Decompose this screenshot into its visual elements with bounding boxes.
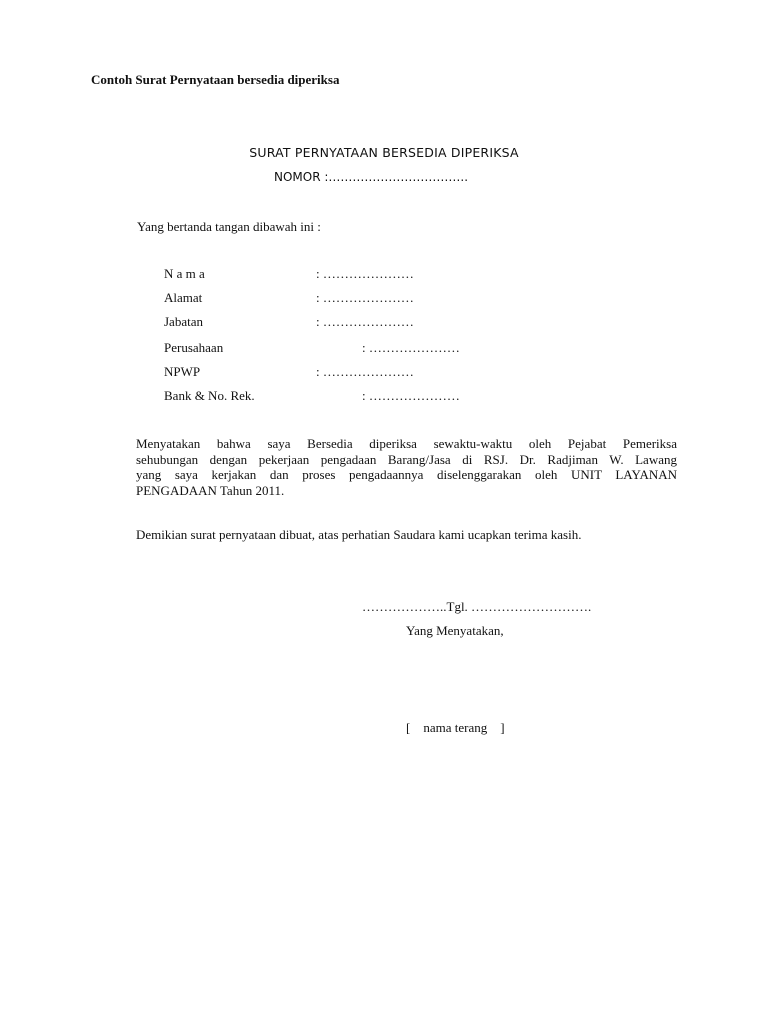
field-value-jabatan: : ………………… bbox=[316, 314, 414, 329]
statement-line: Menyatakan bahwa saya Bersedia diperiksa sewaktu-waktu oleh Pejabat Pemeriksa bbox=[136, 436, 677, 451]
statement-line: yang saya kerjakan dan proses pengadaannya diselenggarakan oleh UNIT LAYANAN bbox=[136, 467, 677, 482]
field-label-bank: Bank & No. Rek. bbox=[164, 388, 255, 403]
field-value-nama: : ………………… bbox=[316, 266, 414, 281]
field-value-alamat: : ………………… bbox=[316, 290, 414, 305]
field-label-jabatan: Jabatan bbox=[164, 314, 203, 329]
field-value-bank: : ………………… bbox=[362, 388, 460, 403]
field-label-alamat: Alamat bbox=[164, 290, 203, 305]
field-value-perusahaan: : ………………… bbox=[362, 340, 460, 355]
intro-text: Yang bertanda tangan dibawah ini : bbox=[137, 219, 321, 234]
field-label-perusahaan: Perusahaan bbox=[164, 340, 224, 355]
field-label-npwp: NPWP bbox=[164, 364, 201, 379]
signer-label: Yang Menyatakan, bbox=[406, 623, 504, 638]
field-label-nama: N a m a bbox=[164, 266, 205, 281]
statement-paragraph bbox=[136, 436, 677, 498]
statement-line: sehubungan dengan pekerjaan pengadaan Barang/Jasa di RSJ. Dr. Radjiman W. Lawang bbox=[136, 451, 677, 467]
letter-number: NOMOR :…………………………….. bbox=[274, 170, 469, 184]
closing-text: Demikian surat pernyataan dibuat, atas perhatian Saudara kami ucapkan terima kasih. bbox=[136, 527, 582, 542]
place-date-line: ………………..Tgl. ………………………. bbox=[362, 599, 592, 614]
example-heading: Contoh Surat Pernyataan bersedia diperiksa bbox=[91, 72, 340, 87]
statement-line: PENGADAAN Tahun 2011. bbox=[136, 482, 285, 498]
letter-title: SURAT PERNYATAAN BERSEDIA DIPERIKSA bbox=[249, 145, 519, 160]
field-value-npwp: : ………………… bbox=[316, 364, 414, 379]
name-placeholder: [ nama terang ] bbox=[406, 720, 505, 735]
